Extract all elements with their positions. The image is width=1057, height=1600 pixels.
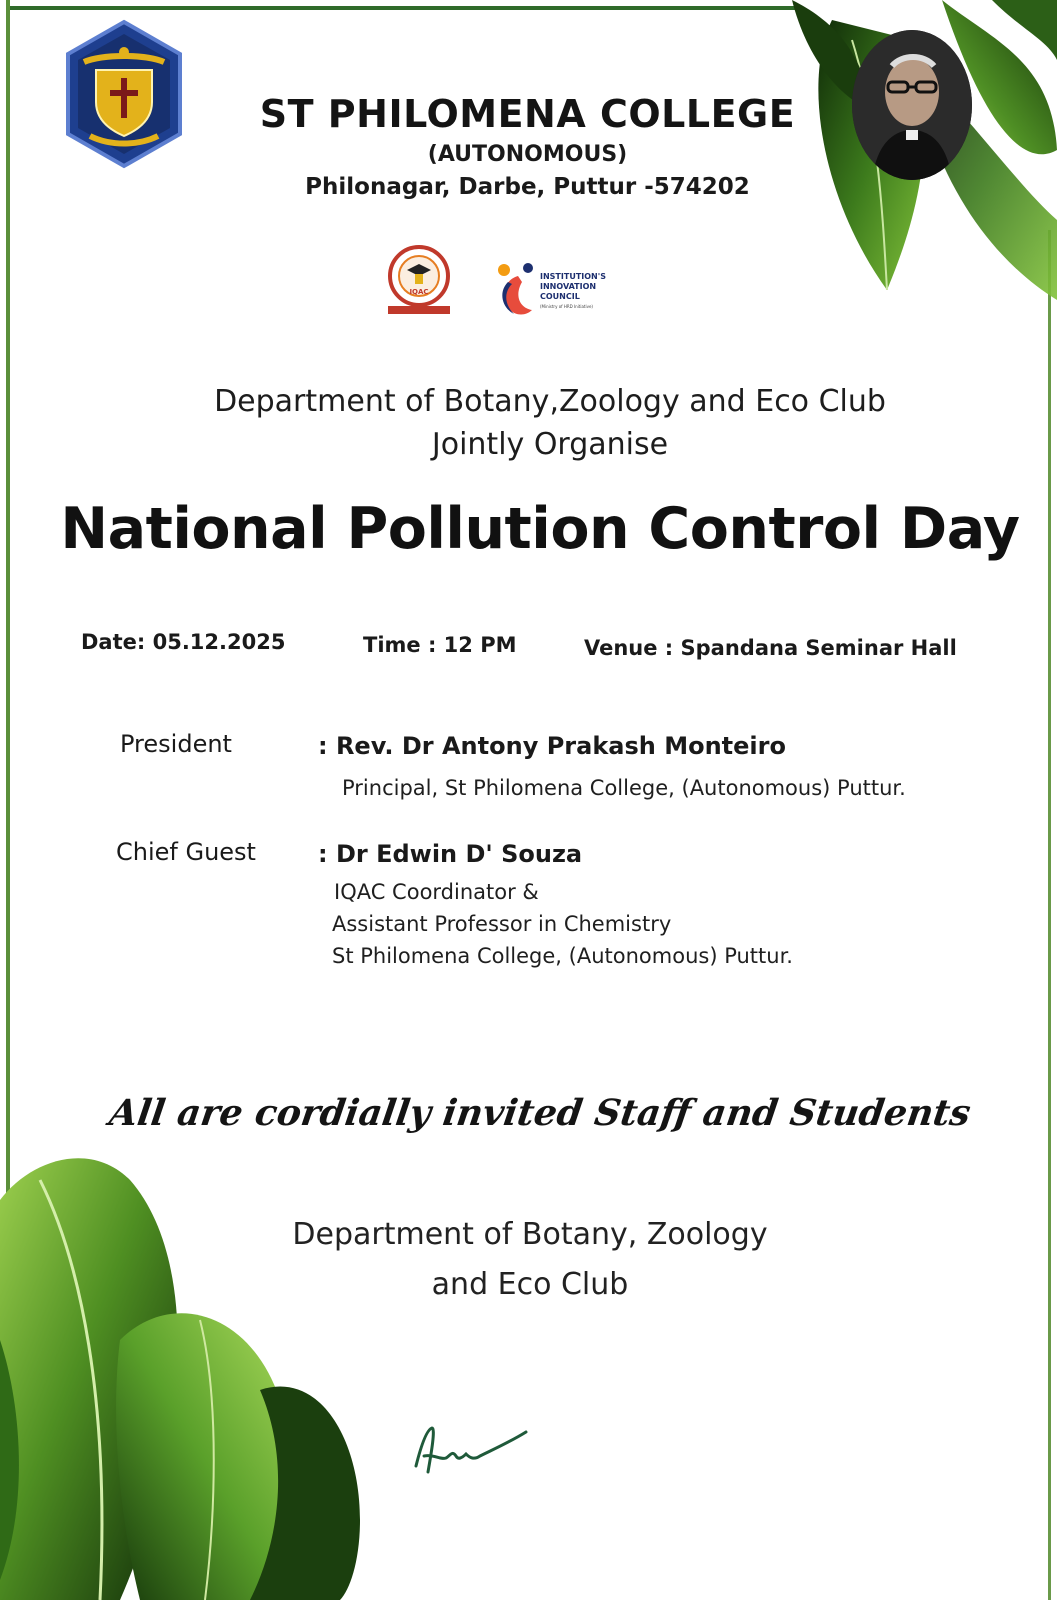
invitation-line: All are cordially invited Staff and Students xyxy=(106,1092,974,1134)
iqac-logo-text: IQAC xyxy=(409,288,429,296)
event-title: National Pollution Control Day xyxy=(60,496,1020,562)
footer-line2: and Eco Club xyxy=(431,1267,629,1302)
iic-logo-text xyxy=(540,272,620,312)
chief-guest-line2: Assistant Professor in Chemistry xyxy=(332,912,672,936)
iic-line2: INNOVATION xyxy=(540,282,597,291)
college-crest-icon xyxy=(62,18,186,170)
jointly-organise: Jointly Organise xyxy=(431,427,669,462)
chief-guest-line3: St Philomena College, (Autonomous) Puttur. xyxy=(332,944,793,968)
college-name: ST PHILOMENA COLLEGE xyxy=(259,92,796,136)
organiser-departments: Department of Botany,Zoology and Eco Club xyxy=(214,384,886,419)
iic-line4: (Ministry of HRD Initiative) xyxy=(540,304,593,309)
iic-line3: COUNCIL xyxy=(540,292,580,301)
president-designation: Principal, St Philomena College, (Autonomous) Puttur. xyxy=(342,776,906,800)
iic-line1: INSTITUTION'S xyxy=(540,272,606,281)
iqac-logo-icon xyxy=(382,244,456,316)
footer-line1: Department of Botany, Zoology xyxy=(292,1217,768,1252)
founder-portrait xyxy=(852,30,972,180)
president-name: : Rev. Dr Antony Prakash Monteiro xyxy=(318,732,786,760)
event-date: Date: 05.12.2025 xyxy=(81,630,286,654)
top-border xyxy=(10,6,800,10)
chief-guest-name: : Dr Edwin D' Souza xyxy=(318,840,583,868)
autonomous-label: (AUTONOMOUS) xyxy=(427,142,628,167)
event-time: Time : 12 PM xyxy=(363,633,517,657)
portrait-image-icon xyxy=(852,30,972,180)
chief-guest-label: Chief Guest xyxy=(116,838,256,866)
college-address: Philonagar, Darbe, Puttur -574202 xyxy=(305,174,750,200)
footer-departments xyxy=(220,1210,840,1310)
leaves-decoration-bottom-icon xyxy=(0,1140,430,1600)
right-border xyxy=(1048,230,1051,1600)
chief-guest-line1: IQAC Coordinator & xyxy=(334,880,539,904)
iic-logo-icon xyxy=(494,262,538,318)
event-venue: Venue : Spandana Seminar Hall xyxy=(584,636,957,660)
president-label: President xyxy=(120,730,232,758)
signature-icon xyxy=(410,1420,540,1480)
